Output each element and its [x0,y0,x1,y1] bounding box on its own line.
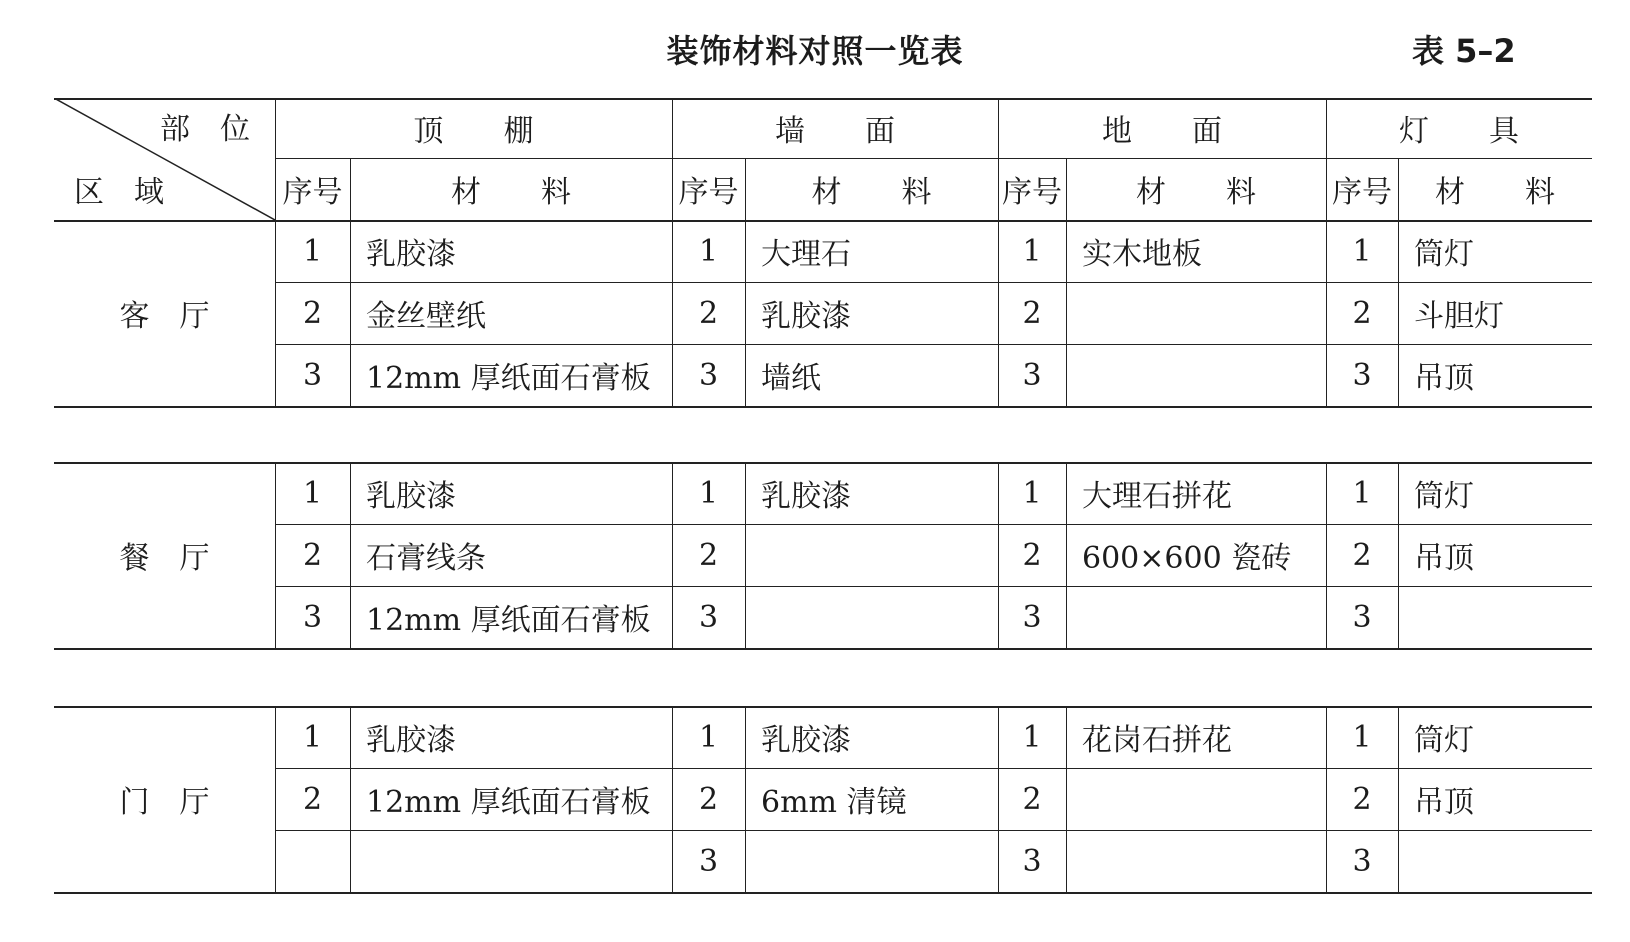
seq-cell: 1 [302,475,323,511]
material-cell [1066,282,1326,344]
section-bottom-rule [54,892,1592,894]
material-cell: 吊顶 [1414,785,1474,820]
seq-cell: 1 [1022,475,1042,511]
seq-cell [275,830,350,892]
group-header: 墙 面 [775,114,895,149]
seq-header: 序号 [1002,175,1062,210]
material-cell: 6mm 清镜 [761,785,907,820]
material-cell: 吊顶 [1414,541,1474,576]
seq-cell: 1 [698,719,719,755]
group-header: 灯 具 [1399,114,1519,149]
seq-header: 序号 [1332,175,1392,210]
seq-cell: 2 [1352,537,1372,573]
material-cell: 乳胶漆 [366,479,456,514]
seq-header: 序号 [678,175,739,210]
seq-cell: 3 [698,357,719,393]
group-header: 顶 棚 [413,114,534,149]
seq-header: 序号 [282,175,343,210]
seq-cell: 1 [302,233,323,269]
seq-cell: 2 [1352,781,1372,817]
seq-cell: 2 [302,537,323,573]
section-bottom-rule [54,648,1592,650]
material-cell [1398,830,1592,892]
material-cell: 12mm 厚纸面石膏板 [366,785,651,820]
seq-cell: 3 [1022,357,1042,393]
material-cell: 吊顶 [1414,361,1474,396]
area-name: 门 厅 [119,785,210,820]
material-header: 材 料 [1136,175,1256,210]
material-cell: 斗胆灯 [1414,299,1504,334]
seq-cell: 3 [1352,843,1372,879]
corner-label-area: 区 域 [74,175,164,210]
seq-cell: 3 [302,599,323,635]
seq-cell: 3 [698,599,719,635]
table-number: 表 5–2 [1412,32,1516,70]
material-cell [350,830,672,892]
material-cell [1398,586,1592,648]
area-name: 客 厅 [119,299,210,334]
area-name: 餐 厅 [119,541,210,576]
material-cell [745,524,998,586]
seq-cell: 2 [1022,295,1042,331]
material-cell: 12mm 厚纸面石膏板 [366,361,651,396]
material-header: 材 料 [811,175,932,210]
material-header: 材 料 [451,175,571,210]
group-header: 地 面 [1102,114,1222,149]
material-cell [1066,344,1326,406]
seq-cell: 2 [302,295,323,331]
seq-cell: 2 [698,537,719,573]
seq-cell: 1 [1022,719,1042,755]
seq-cell: 3 [302,357,323,393]
seq-cell: 1 [1352,475,1372,511]
material-cell: 墙纸 [761,361,821,396]
seq-cell: 1 [1352,719,1372,755]
material-cell: 12mm 厚纸面石膏板 [366,603,651,638]
table-title: 装饰材料对照一览表 [666,32,964,70]
seq-cell: 1 [1022,233,1042,269]
material-cell: 乳胶漆 [761,479,851,514]
material-cell: 乳胶漆 [761,723,851,758]
seq-cell: 2 [1352,295,1372,331]
seq-cell: 1 [1352,233,1372,269]
corner-label-position: 部 位 [160,112,250,147]
seq-cell: 2 [698,295,719,331]
seq-cell: 2 [698,781,719,817]
material-cell: 600×600 瓷砖 [1082,541,1292,576]
material-cell [745,830,998,892]
seq-cell: 1 [698,233,719,269]
material-cell: 筒灯 [1414,723,1474,758]
material-cell [1066,586,1326,648]
material-cell: 花岗石拼花 [1082,723,1232,758]
material-header: 材 料 [1435,175,1555,210]
seq-cell: 1 [698,475,719,511]
material-cell: 实木地板 [1082,237,1202,272]
material-cell: 大理石拼花 [1082,479,1232,514]
material-cell: 乳胶漆 [366,723,456,758]
section-bottom-rule [54,406,1592,408]
material-cell: 石膏线条 [366,541,486,576]
material-cell: 筒灯 [1414,479,1474,514]
seq-cell: 3 [1352,599,1372,635]
material-cell: 乳胶漆 [366,237,456,272]
seq-cell: 2 [1022,781,1042,817]
seq-cell: 3 [1352,357,1372,393]
seq-cell: 2 [1022,537,1042,573]
seq-cell: 3 [1022,599,1042,635]
seq-cell: 1 [302,719,323,755]
material-cell: 筒灯 [1414,237,1474,272]
material-cell [1066,830,1326,892]
seq-cell: 3 [1022,843,1042,879]
material-cell: 乳胶漆 [761,299,851,334]
material-cell: 大理石 [761,237,851,272]
material-cell [1066,768,1326,830]
material-cell: 金丝壁纸 [366,299,486,334]
seq-cell: 2 [302,781,323,817]
seq-cell: 3 [698,843,719,879]
material-cell [745,586,998,648]
